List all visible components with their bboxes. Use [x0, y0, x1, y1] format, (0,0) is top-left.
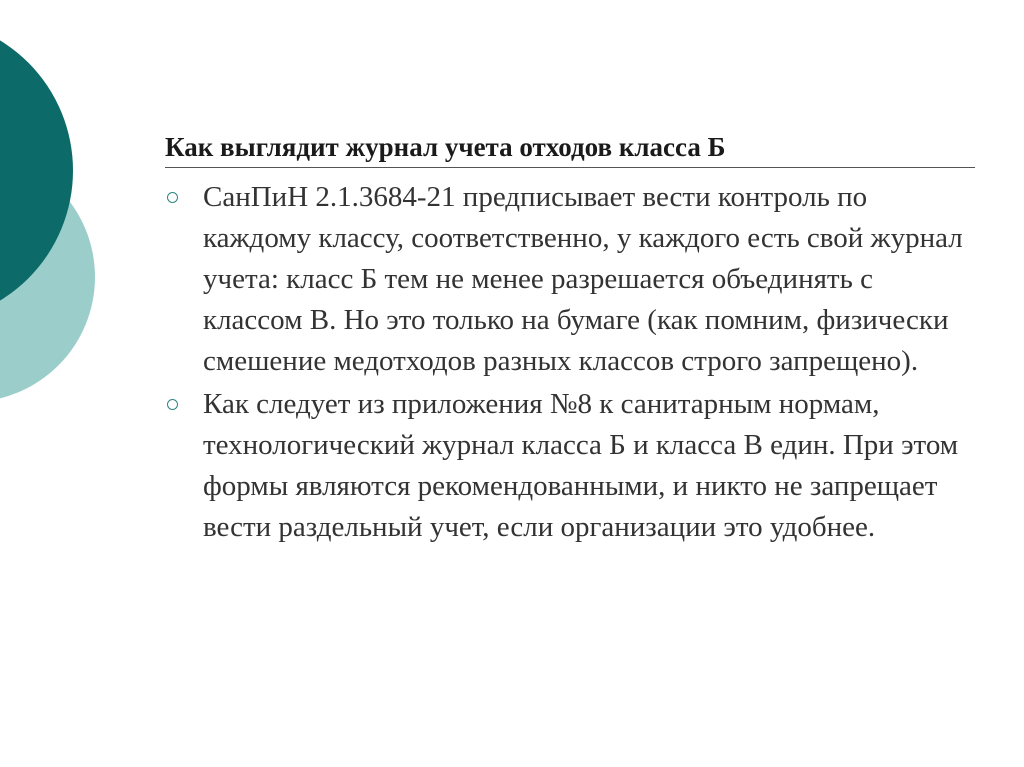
slide-title: Как выглядит журнал учета отходов класса Б [165, 132, 726, 162]
bullet-list [165, 177, 975, 550]
hollow-circle-bullet-icon [167, 192, 178, 203]
bullet-text: СанПиН 2.1.3684-21 предписывает вести контроль по каждому классу, соответственно, у каждого есть свой журнал учета: класс Б тем не менее разрешается объединять с классом В. Но это только на бумаге (как помним, физически смешение медотходов разных классов строго запрещено). [203, 181, 963, 377]
bullet-item [165, 384, 975, 548]
bullet-item [165, 177, 975, 382]
title-underline [165, 167, 975, 168]
hollow-circle-bullet-icon [167, 399, 178, 410]
bullet-text: Как следует из приложения №8 к санитарным нормам, технологический журнал класса Б и класса В един. При этом формы являются рекомендованными, и никто не запрещает вести раздельный учет, если организации это удобнее. [203, 388, 959, 543]
